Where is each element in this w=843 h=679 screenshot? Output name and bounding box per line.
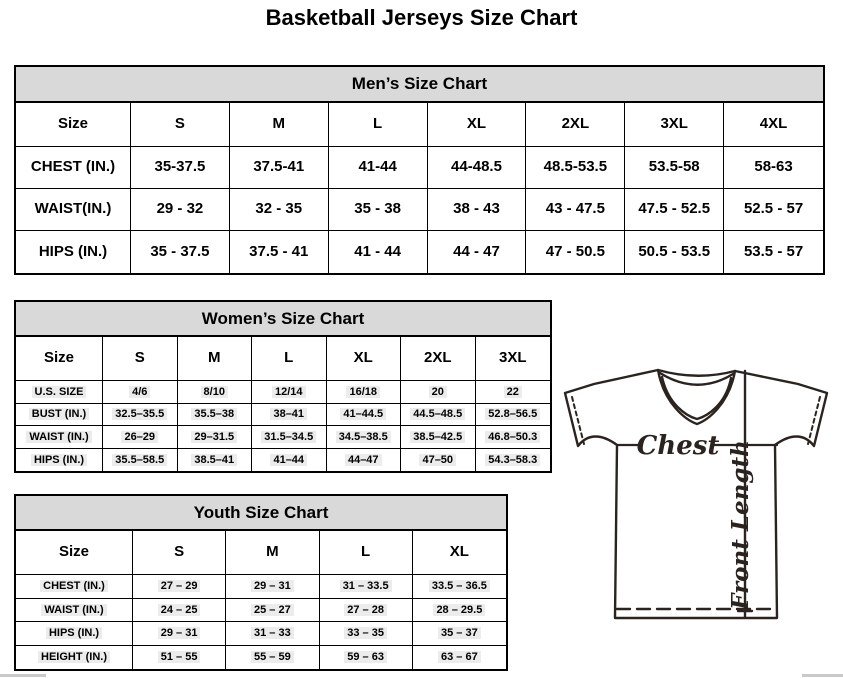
- cell-text: 12/14: [272, 386, 306, 398]
- value-cell: [252, 426, 327, 449]
- column-header-cell: M: [178, 337, 253, 381]
- cell-text: 51 – 55: [158, 651, 201, 663]
- cell-text: 35 – 37: [438, 627, 481, 639]
- value-cell: 47 - 50.5: [526, 231, 625, 273]
- cell-text: 16/18: [346, 386, 380, 398]
- cell-text: 47–50: [419, 454, 456, 466]
- cell-text: 29–31.5: [191, 431, 237, 443]
- value-cell: [401, 404, 476, 427]
- column-header-cell: 3XL: [625, 103, 724, 147]
- value-cell: 35-37.5: [131, 147, 230, 189]
- value-cell: 50.5 - 53.5: [625, 231, 724, 273]
- mens-size-table: [14, 65, 825, 275]
- cell-text: 44–47: [345, 454, 382, 466]
- cell-text: WAIST (IN.): [26, 431, 91, 443]
- value-cell: 35 - 37.5: [131, 231, 230, 273]
- womens-table-grid: [16, 337, 550, 471]
- value-cell: [178, 449, 253, 472]
- column-header-cell: M: [230, 103, 329, 147]
- cell-text: 32.5–35.5: [112, 408, 167, 420]
- front-length-label: Front Length: [727, 440, 754, 610]
- value-cell: 44-48.5: [428, 147, 527, 189]
- column-header-cell: XL: [428, 103, 527, 147]
- value-cell: 37.5 - 41: [230, 231, 329, 273]
- value-cell: [133, 575, 226, 599]
- cell-text: 46.8–50.3: [485, 431, 540, 443]
- cell-text: HEIGHT (IN.): [38, 651, 110, 663]
- value-cell: [133, 599, 226, 623]
- value-cell: 38 - 43: [428, 189, 527, 231]
- row-label-cell: [16, 381, 103, 404]
- value-cell: [320, 599, 413, 623]
- column-header-cell: L: [252, 337, 327, 381]
- column-header-cell: 4XL: [724, 103, 823, 147]
- cell-text: 59 – 63: [344, 651, 387, 663]
- row-label-cell: WAIST(IN.): [16, 189, 131, 231]
- value-cell: [226, 646, 319, 670]
- cell-text: 22: [504, 386, 522, 398]
- value-cell: [476, 426, 551, 449]
- row-label-cell: [16, 599, 133, 623]
- row-label-cell: [16, 404, 103, 427]
- value-cell: [401, 449, 476, 472]
- mens-table-title: Men’s Size Chart: [16, 67, 823, 103]
- value-cell: 58-63: [724, 147, 823, 189]
- value-cell: [320, 646, 413, 670]
- cell-text: 35.5–58.5: [112, 454, 167, 466]
- value-cell: [476, 449, 551, 472]
- cell-text: 24 – 25: [158, 604, 201, 616]
- value-cell: [320, 575, 413, 599]
- value-cell: 35 - 38: [329, 189, 428, 231]
- womens-table-title: Women’s Size Chart: [16, 302, 550, 337]
- column-header-cell: L: [329, 103, 428, 147]
- column-header-cell: Size: [16, 337, 103, 381]
- chest-label: Chest: [636, 431, 720, 461]
- cell-text: 41–44: [270, 454, 307, 466]
- column-header-cell: 3XL: [476, 337, 551, 381]
- value-cell: [103, 449, 178, 472]
- cell-text: 8/10: [201, 386, 228, 398]
- youth-table-grid: [16, 531, 506, 669]
- cell-text: 44.5–48.5: [410, 408, 465, 420]
- value-cell: [178, 381, 253, 404]
- value-cell: [103, 381, 178, 404]
- value-cell: [476, 404, 551, 427]
- cell-text: 41–44.5: [340, 408, 386, 420]
- value-cell: [252, 381, 327, 404]
- youth-table-title: Youth Size Chart: [16, 496, 506, 531]
- value-cell: 29 - 32: [131, 189, 230, 231]
- row-label-cell: [16, 622, 133, 646]
- value-cell: 47.5 - 52.5: [625, 189, 724, 231]
- row-label-cell: HIPS (IN.): [16, 231, 131, 273]
- cell-text: HIPS (IN.): [31, 454, 87, 466]
- cell-text: 25 – 27: [251, 604, 294, 616]
- value-cell: [103, 404, 178, 427]
- mens-table-grid: [16, 103, 823, 273]
- value-cell: [401, 426, 476, 449]
- cell-text: 31 – 33.5: [340, 580, 392, 592]
- value-cell: [327, 449, 402, 472]
- cell-text: WAIST (IN.): [41, 604, 106, 616]
- value-cell: [413, 575, 506, 599]
- cell-text: 26–29: [121, 431, 158, 443]
- column-header-cell: L: [320, 531, 413, 575]
- value-cell: [320, 622, 413, 646]
- scrollbar-fragment-right[interactable]: [802, 674, 843, 677]
- scrollbar-fragment-left[interactable]: [0, 674, 46, 677]
- value-cell: [178, 404, 253, 427]
- value-cell: [413, 646, 506, 670]
- cell-text: 55 – 59: [251, 651, 294, 663]
- page-title: Basketball Jerseys Size Chart: [265, 5, 578, 30]
- value-cell: [226, 599, 319, 623]
- value-cell: 41 - 44: [329, 231, 428, 273]
- value-cell: [327, 426, 402, 449]
- column-header-cell: S: [133, 531, 226, 575]
- column-header-cell: XL: [327, 337, 402, 381]
- cell-text: U.S. SIZE: [32, 386, 87, 398]
- cell-text: 29 – 31: [158, 627, 201, 639]
- value-cell: [252, 404, 327, 427]
- cell-text: 28 – 29.5: [433, 604, 485, 616]
- cell-text: 27 – 29: [158, 580, 201, 592]
- cell-text: 29 – 31: [251, 580, 294, 592]
- column-header-cell: Size: [16, 103, 131, 147]
- cell-text: 34.5–38.5: [336, 431, 391, 443]
- cell-text: 4/6: [129, 386, 150, 398]
- cell-text: CHEST (IN.): [40, 580, 108, 592]
- cell-text: 20: [429, 386, 447, 398]
- value-cell: [476, 381, 551, 404]
- cell-text: 63 – 67: [438, 651, 481, 663]
- cell-text: 31 – 33: [251, 627, 294, 639]
- value-cell: 37.5-41: [230, 147, 329, 189]
- row-label-cell: [16, 426, 103, 449]
- value-cell: 53.5-58: [625, 147, 724, 189]
- cell-text: 54.3–58.3: [485, 454, 540, 466]
- column-header-cell: 2XL: [401, 337, 476, 381]
- value-cell: [401, 381, 476, 404]
- value-cell: 43 - 47.5: [526, 189, 625, 231]
- value-cell: 41-44: [329, 147, 428, 189]
- value-cell: [133, 622, 226, 646]
- value-cell: [327, 404, 402, 427]
- column-header-cell: S: [131, 103, 230, 147]
- value-cell: [413, 622, 506, 646]
- youth-size-table: [14, 494, 508, 671]
- value-cell: [252, 449, 327, 472]
- row-label-cell: CHEST (IN.): [16, 147, 131, 189]
- cell-text: 38.5–41: [191, 454, 237, 466]
- collar-rib-line: [658, 370, 735, 376]
- row-label-cell: [16, 449, 103, 472]
- value-cell: 44 - 47: [428, 231, 527, 273]
- row-label-cell: [16, 575, 133, 599]
- value-cell: [226, 622, 319, 646]
- cell-text: HIPS (IN.): [46, 627, 102, 639]
- value-cell: [226, 575, 319, 599]
- value-cell: 53.5 - 57: [743, 242, 804, 260]
- cell-text: 38–41: [270, 408, 307, 420]
- value-cell: 52.5 - 57: [724, 189, 823, 231]
- value-cell: [327, 381, 402, 404]
- value-cell: [133, 646, 226, 670]
- jersey-diagram: [558, 360, 840, 632]
- value-cell: 48.5-53.5: [526, 147, 625, 189]
- column-header-cell: 2XL: [526, 103, 625, 147]
- cell-text: 35.5–38: [191, 408, 237, 420]
- cell-text: 31.5–34.5: [261, 431, 316, 443]
- cell-text: 33 – 35: [344, 627, 387, 639]
- value-cell: [413, 599, 506, 623]
- value-cell: 32 - 35: [230, 189, 329, 231]
- row-label-cell: [16, 646, 133, 670]
- value-cell: [178, 426, 253, 449]
- column-header-cell: Size: [16, 531, 133, 575]
- cell-text: 52.8–56.5: [485, 408, 540, 420]
- cell-text: 33.5 – 36.5: [429, 580, 490, 592]
- cell-text: BUST (IN.): [29, 408, 89, 420]
- womens-size-table: [14, 300, 552, 473]
- cell-text: 38.5–42.5: [410, 431, 465, 443]
- column-header-cell: M: [226, 531, 319, 575]
- column-header-cell: XL: [413, 531, 506, 575]
- value-cell: [103, 426, 178, 449]
- column-header-cell: S: [103, 337, 178, 381]
- cell-text: 27 – 28: [344, 604, 387, 616]
- jersey-outline: [565, 370, 827, 618]
